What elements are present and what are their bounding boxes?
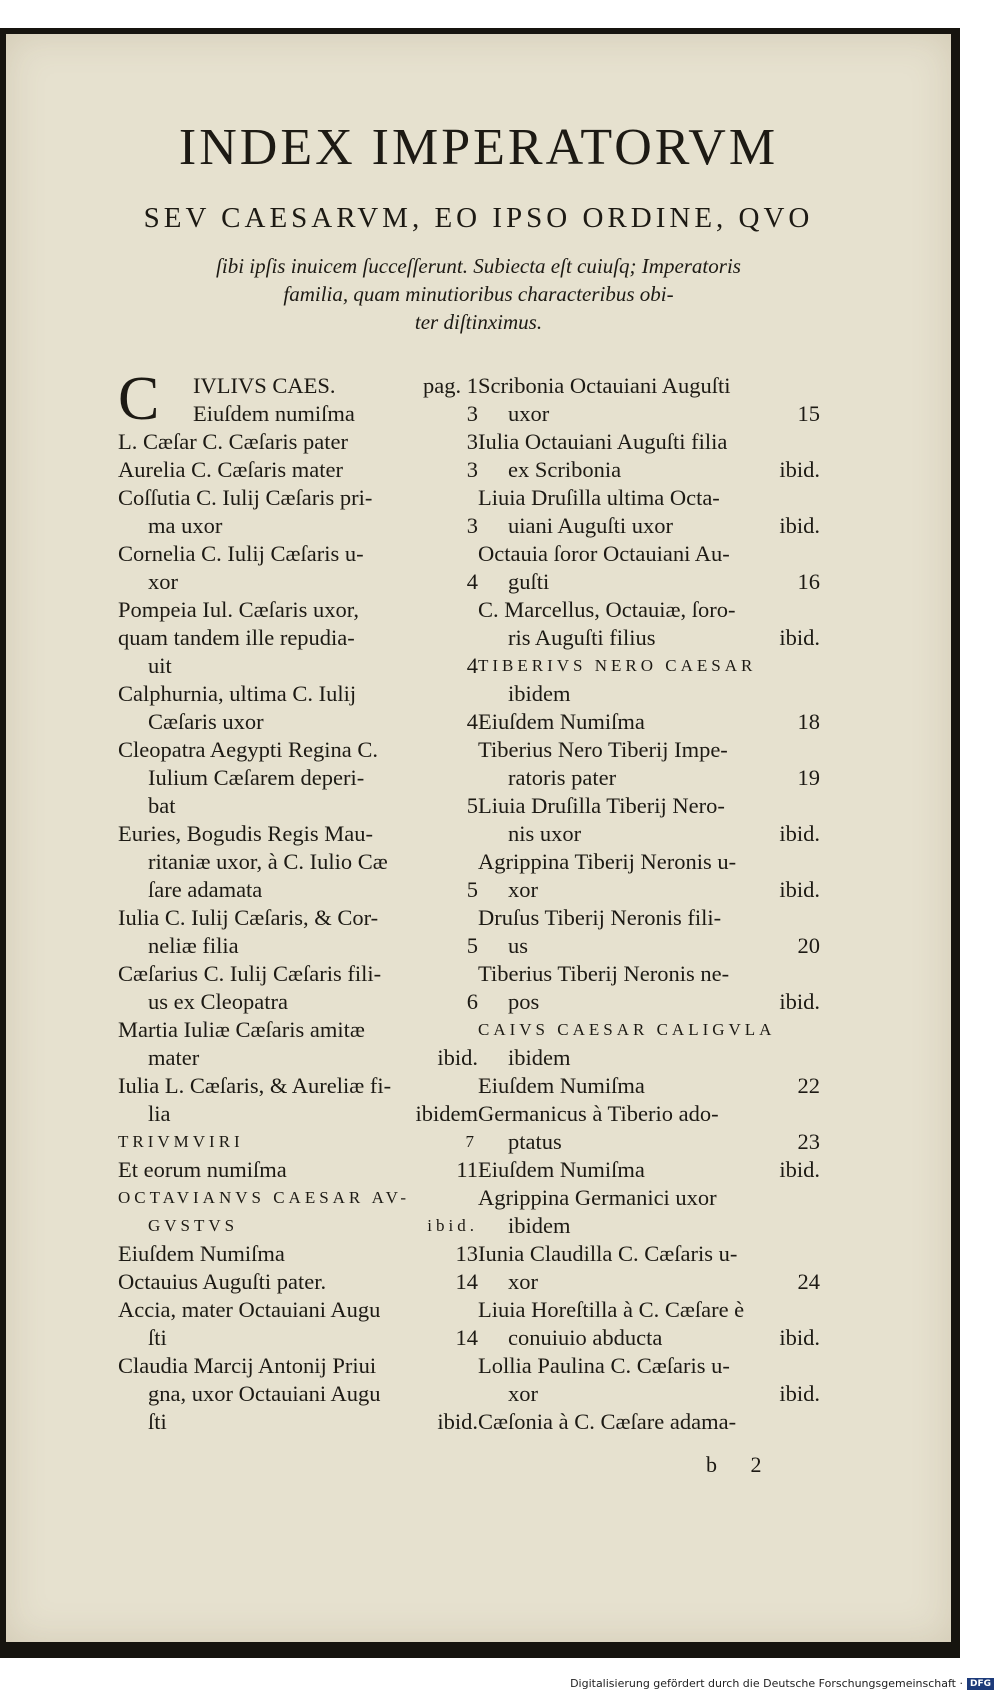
index-entry — [118, 1184, 478, 1212]
entry-name: OCTAVIANVS CAESAR AV- — [118, 1188, 411, 1207]
entry-name: ex Scribonia — [508, 457, 622, 482]
entry-page-ref: 22 — [797, 1073, 820, 1098]
index-entry — [118, 904, 478, 932]
index-entry — [118, 596, 478, 624]
index-entry — [478, 792, 820, 820]
entry-page-ref: 4 — [466, 709, 478, 734]
index-entry — [118, 1044, 478, 1072]
entry-page-ref: 13 — [455, 1241, 478, 1266]
index-entry — [478, 1072, 820, 1100]
index-entry — [118, 456, 478, 484]
index-entry — [118, 1212, 478, 1240]
entry-name: uit — [148, 653, 172, 678]
entry-name: us ex Cleopatra — [148, 989, 288, 1014]
entry-name: bat — [148, 793, 176, 818]
entry-page-ref: ibidem — [415, 1101, 478, 1126]
intro-line: ter diſtinximus. — [414, 310, 543, 334]
entry-page-ref: 18 — [797, 709, 820, 734]
index-entry — [478, 1100, 820, 1128]
entry-page-ref: 14 — [455, 1325, 478, 1350]
entry-name: ibidem — [508, 681, 571, 706]
index-entry — [478, 932, 820, 960]
entry-name: gna, uxor Octauiani Augu — [148, 1381, 381, 1406]
index-entry — [478, 708, 820, 736]
entry-name: Iulium Cæſarem deperi- — [148, 765, 365, 790]
index-entry — [478, 1212, 820, 1240]
index-entry — [478, 1016, 820, 1044]
index-entry — [118, 1156, 478, 1184]
entry-name: xor — [508, 1381, 538, 1406]
index-entry — [118, 568, 478, 596]
entry-page-ref: ibid. — [437, 1045, 478, 1070]
entry-name: Cæſaris uxor — [148, 709, 264, 734]
entry-page-ref: 5 — [466, 877, 478, 902]
index-entry — [478, 680, 820, 708]
entry-name: Cæſarius C. Iulij Cæſaris fili- — [118, 961, 382, 986]
entry-name: Liuia Horeſtilla à C. Cæſare è — [478, 1297, 745, 1322]
index-entry — [478, 512, 820, 540]
index-entry — [118, 1408, 478, 1436]
index-entry — [478, 540, 820, 568]
entry-page-ref: 3 — [466, 401, 478, 426]
entry-name: Calphurnia, ultima C. Iulij — [118, 681, 357, 706]
entry-name: Iulia C. Iulij Cæſaris, & Cor- — [118, 905, 379, 930]
entry-page-ref: ibid. — [779, 877, 820, 902]
index-entry — [118, 820, 478, 848]
entry-page-ref: ibid. — [779, 513, 820, 538]
entry-page-ref: 4 — [466, 653, 478, 678]
index-entry — [118, 428, 478, 456]
entry-page-ref: 20 — [797, 933, 820, 958]
index-entry — [118, 960, 478, 988]
entry-name: CAIVS CAESAR CALIGVLA — [478, 1020, 776, 1039]
entry-name: uxor — [508, 401, 550, 426]
index-entry — [478, 876, 820, 904]
entry-name: TRIVMVIRI — [118, 1132, 244, 1151]
index-entry — [118, 1268, 478, 1296]
entry-name: conuiuio abducta — [508, 1325, 663, 1350]
digitization-footer — [570, 1677, 994, 1690]
entry-name: Iunia Claudilla C. Cæſaris u- — [478, 1241, 738, 1266]
entry-name: Cæſonia à C. Cæſare adama- — [478, 1409, 737, 1434]
index-entry — [478, 764, 820, 792]
entry-page-ref: 16 — [797, 569, 820, 594]
entry-page-ref: 7 — [465, 1132, 478, 1151]
entry-name: Agrippina Tiberij Neronis u- — [478, 849, 737, 874]
index-entry — [478, 568, 820, 596]
signature-mark: b 2 — [706, 1452, 776, 1477]
index-entry — [118, 624, 478, 652]
entry-page-ref: ibid. — [779, 1325, 820, 1350]
entry-name: ris Auguſti filius — [508, 625, 656, 650]
entry-name: Cornelia C. Iulij Cæſaris u- — [118, 541, 364, 566]
entry-page-ref: 14 — [455, 1269, 478, 1294]
index-entry — [118, 1100, 478, 1128]
index-entry — [478, 1044, 820, 1072]
entry-name: ibidem — [508, 1045, 571, 1070]
entry-name: Liuia Druſilla ultima Octa- — [478, 485, 720, 510]
index-entry — [118, 736, 478, 764]
entry-name: Martia Iuliæ Cæſaris amitæ — [118, 1017, 365, 1042]
entry-name: Lollia Paulina C. Cæſaris u- — [478, 1353, 730, 1378]
index-entry — [118, 876, 478, 904]
entry-name: mater — [148, 1045, 200, 1070]
entry-page-ref: ibid. — [779, 1381, 820, 1406]
index-entry — [478, 428, 820, 456]
index-entry — [478, 1296, 820, 1324]
index-entry — [478, 960, 820, 988]
entry-page-ref: 11 — [456, 1157, 478, 1182]
index-entry — [478, 820, 820, 848]
entry-name: xor — [508, 877, 538, 902]
index-entry — [478, 736, 820, 764]
entry-name: pos — [508, 989, 540, 1014]
index-left-column — [118, 365, 478, 1436]
entry-name: C. Marcellus, Octauiæ, ſoro- — [478, 597, 736, 622]
entry-name: Iulia L. Cæſaris, & Aureliæ fi- — [118, 1073, 392, 1098]
entry-name: xor — [148, 569, 178, 594]
entry-name: uiani Auguſti uxor — [508, 513, 673, 538]
entry-page-ref: 23 — [797, 1129, 820, 1154]
entry-name: Eiuſdem Numiſma — [478, 1073, 645, 1098]
entry-name: ſti — [148, 1409, 167, 1434]
index-entry — [478, 904, 820, 932]
entry-name: guſti — [508, 569, 550, 594]
entry-name: IVLIVS CAES. — [193, 373, 336, 398]
index-entry — [118, 792, 478, 820]
entry-name: lia — [148, 1101, 171, 1126]
index-entry — [478, 1268, 820, 1296]
index-entry — [478, 988, 820, 1016]
index-entry — [118, 1128, 478, 1156]
entry-name: Germanicus à Tiberio ado- — [478, 1101, 719, 1126]
entry-page-ref: ibid. — [779, 457, 820, 482]
index-entry — [118, 680, 478, 708]
entry-name: Et eorum numiſma — [118, 1157, 287, 1182]
footer-text: Digitalisierung gefördert durch die Deutsche Forschungsgemeinschaft · — [570, 1677, 963, 1690]
index-entry — [478, 456, 820, 484]
index-entry — [118, 708, 478, 736]
entry-page-ref: ibid. — [437, 1409, 478, 1434]
entry-name: quam tandem ille repudia- — [118, 625, 355, 650]
entry-name: L. Cæſar C. Cæſaris pater — [118, 429, 348, 454]
index-entry — [118, 1296, 478, 1324]
entry-page-ref: 3 — [466, 513, 478, 538]
entry-page-ref: 3 — [466, 429, 478, 454]
index-entry — [118, 988, 478, 1016]
entry-name: Eiuſdem Numiſma — [478, 709, 645, 734]
entry-name: xor — [508, 1269, 538, 1294]
entry-page-ref: 24 — [797, 1269, 820, 1294]
entry-page-ref: 5 — [466, 933, 478, 958]
entry-name: Coſſutia C. Iulij Cæſaris pri- — [118, 485, 373, 510]
entry-name: ritaniæ uxor, à C. Iulio Cæ — [148, 849, 388, 874]
index-entry — [478, 624, 820, 652]
index-entry — [118, 1324, 478, 1352]
page-title: INDEX IMPERATORVM — [178, 119, 779, 176]
entry-page-ref: 3 — [466, 457, 478, 482]
index-entry — [478, 596, 820, 624]
entry-name: Eiuſdem Numiſma — [478, 1157, 645, 1182]
entry-name: Aurelia C. Cæſaris mater — [118, 457, 343, 482]
entry-name: Eiuſdem numiſma — [193, 401, 355, 426]
entry-name: Eiuſdem Numiſma — [118, 1241, 285, 1266]
book-page — [6, 34, 951, 1642]
index-entry — [118, 540, 478, 568]
entry-name: Scribonia Octauiani Auguſti — [478, 373, 731, 398]
index-entry — [478, 1324, 820, 1352]
index-entry — [118, 1016, 478, 1044]
entry-name: Agrippina Germanici uxor — [478, 1185, 717, 1210]
entry-name: ptatus — [508, 1129, 562, 1154]
entry-page-ref: pag. 1 — [423, 373, 478, 398]
entry-name: ſti — [148, 1325, 167, 1350]
index-entry — [118, 512, 478, 540]
index-entry — [118, 484, 478, 512]
index-entry — [478, 1184, 820, 1212]
entry-page-ref: 15 — [797, 401, 820, 426]
index-entry — [118, 1380, 478, 1408]
entry-name: Iulia Octauiani Auguſti filia — [478, 429, 728, 454]
index-entry — [478, 400, 820, 428]
entry-name: Liuia Druſilla Tiberij Nero- — [478, 793, 725, 818]
index-entry — [118, 764, 478, 792]
drop-capital: C — [118, 365, 160, 433]
entry-name: neliæ filia — [148, 933, 239, 958]
entry-name: ratoris pater — [508, 765, 617, 790]
entry-page-ref: ibid. — [779, 625, 820, 650]
entry-page-ref: ibid. — [427, 1216, 478, 1235]
entry-page-ref: 6 — [466, 989, 478, 1014]
index-entry — [118, 652, 478, 680]
index-entry — [478, 1380, 820, 1408]
entry-name: Tiberius Nero Tiberij Impe- — [478, 737, 728, 762]
index-entry — [118, 932, 478, 960]
entry-name: Octauia ſoror Octauiani Au- — [478, 541, 730, 566]
entry-name: TIBERIVS NERO CAESAR — [478, 656, 757, 675]
entry-page-ref: ibid. — [779, 1157, 820, 1182]
entry-name: Cleopatra Aegypti Regina C. — [118, 737, 378, 762]
entry-name: nis uxor — [508, 821, 582, 846]
index-entry — [478, 1128, 820, 1156]
entry-name: Accia, mater Octauiani Augu — [118, 1297, 381, 1322]
entry-name: ſare adamata — [148, 877, 263, 902]
index-entry — [118, 1352, 478, 1380]
index-entry — [118, 848, 478, 876]
intro-line: ſibi ipſis inuicem ſucceſſerunt. Subiecta eſt cuiuſq; Imperatoris — [216, 254, 741, 278]
index-entry — [478, 1352, 820, 1380]
entry-name: ibidem — [508, 1213, 571, 1238]
index-entry — [478, 848, 820, 876]
index-entry — [118, 1072, 478, 1100]
entry-name: Druſus Tiberij Neronis fili- — [478, 905, 722, 930]
entry-name: Claudia Marcij Antonij Priui — [118, 1353, 377, 1378]
index-entry — [478, 1240, 820, 1268]
intro-line: familia, quam minutioribus characteribus obi- — [283, 282, 674, 306]
entry-name: Euries, Bogudis Regis Mau- — [118, 821, 373, 846]
page-subtitle: SEV CAESARVM, EO IPSO ORDINE, QVO — [143, 202, 814, 234]
entry-name: Tiberius Tiberij Neronis ne- — [478, 961, 730, 986]
index-entry — [478, 372, 820, 400]
entry-name: GVSTVS — [148, 1216, 239, 1235]
entry-name: Pompeia Iul. Cæſaris uxor, — [118, 597, 359, 622]
entry-name: ma uxor — [148, 513, 223, 538]
dfg-logo-icon: DFG — [967, 1678, 994, 1690]
entry-page-ref: 5 — [466, 793, 478, 818]
entry-name: Octauius Auguſti pater. — [118, 1269, 327, 1294]
index-entry — [478, 1156, 820, 1184]
index-entry — [118, 400, 478, 428]
entry-page-ref: 4 — [466, 569, 478, 594]
index-entry — [478, 652, 820, 680]
entry-name: us — [508, 933, 529, 958]
entry-page-ref: ibid. — [779, 821, 820, 846]
index-entry — [478, 484, 820, 512]
index-entry — [478, 1408, 820, 1436]
index-entry — [118, 372, 478, 400]
index-entry — [118, 1240, 478, 1268]
entry-page-ref: ibid. — [779, 989, 820, 1014]
entry-page-ref: 19 — [797, 765, 820, 790]
index-right-column — [478, 372, 820, 1436]
